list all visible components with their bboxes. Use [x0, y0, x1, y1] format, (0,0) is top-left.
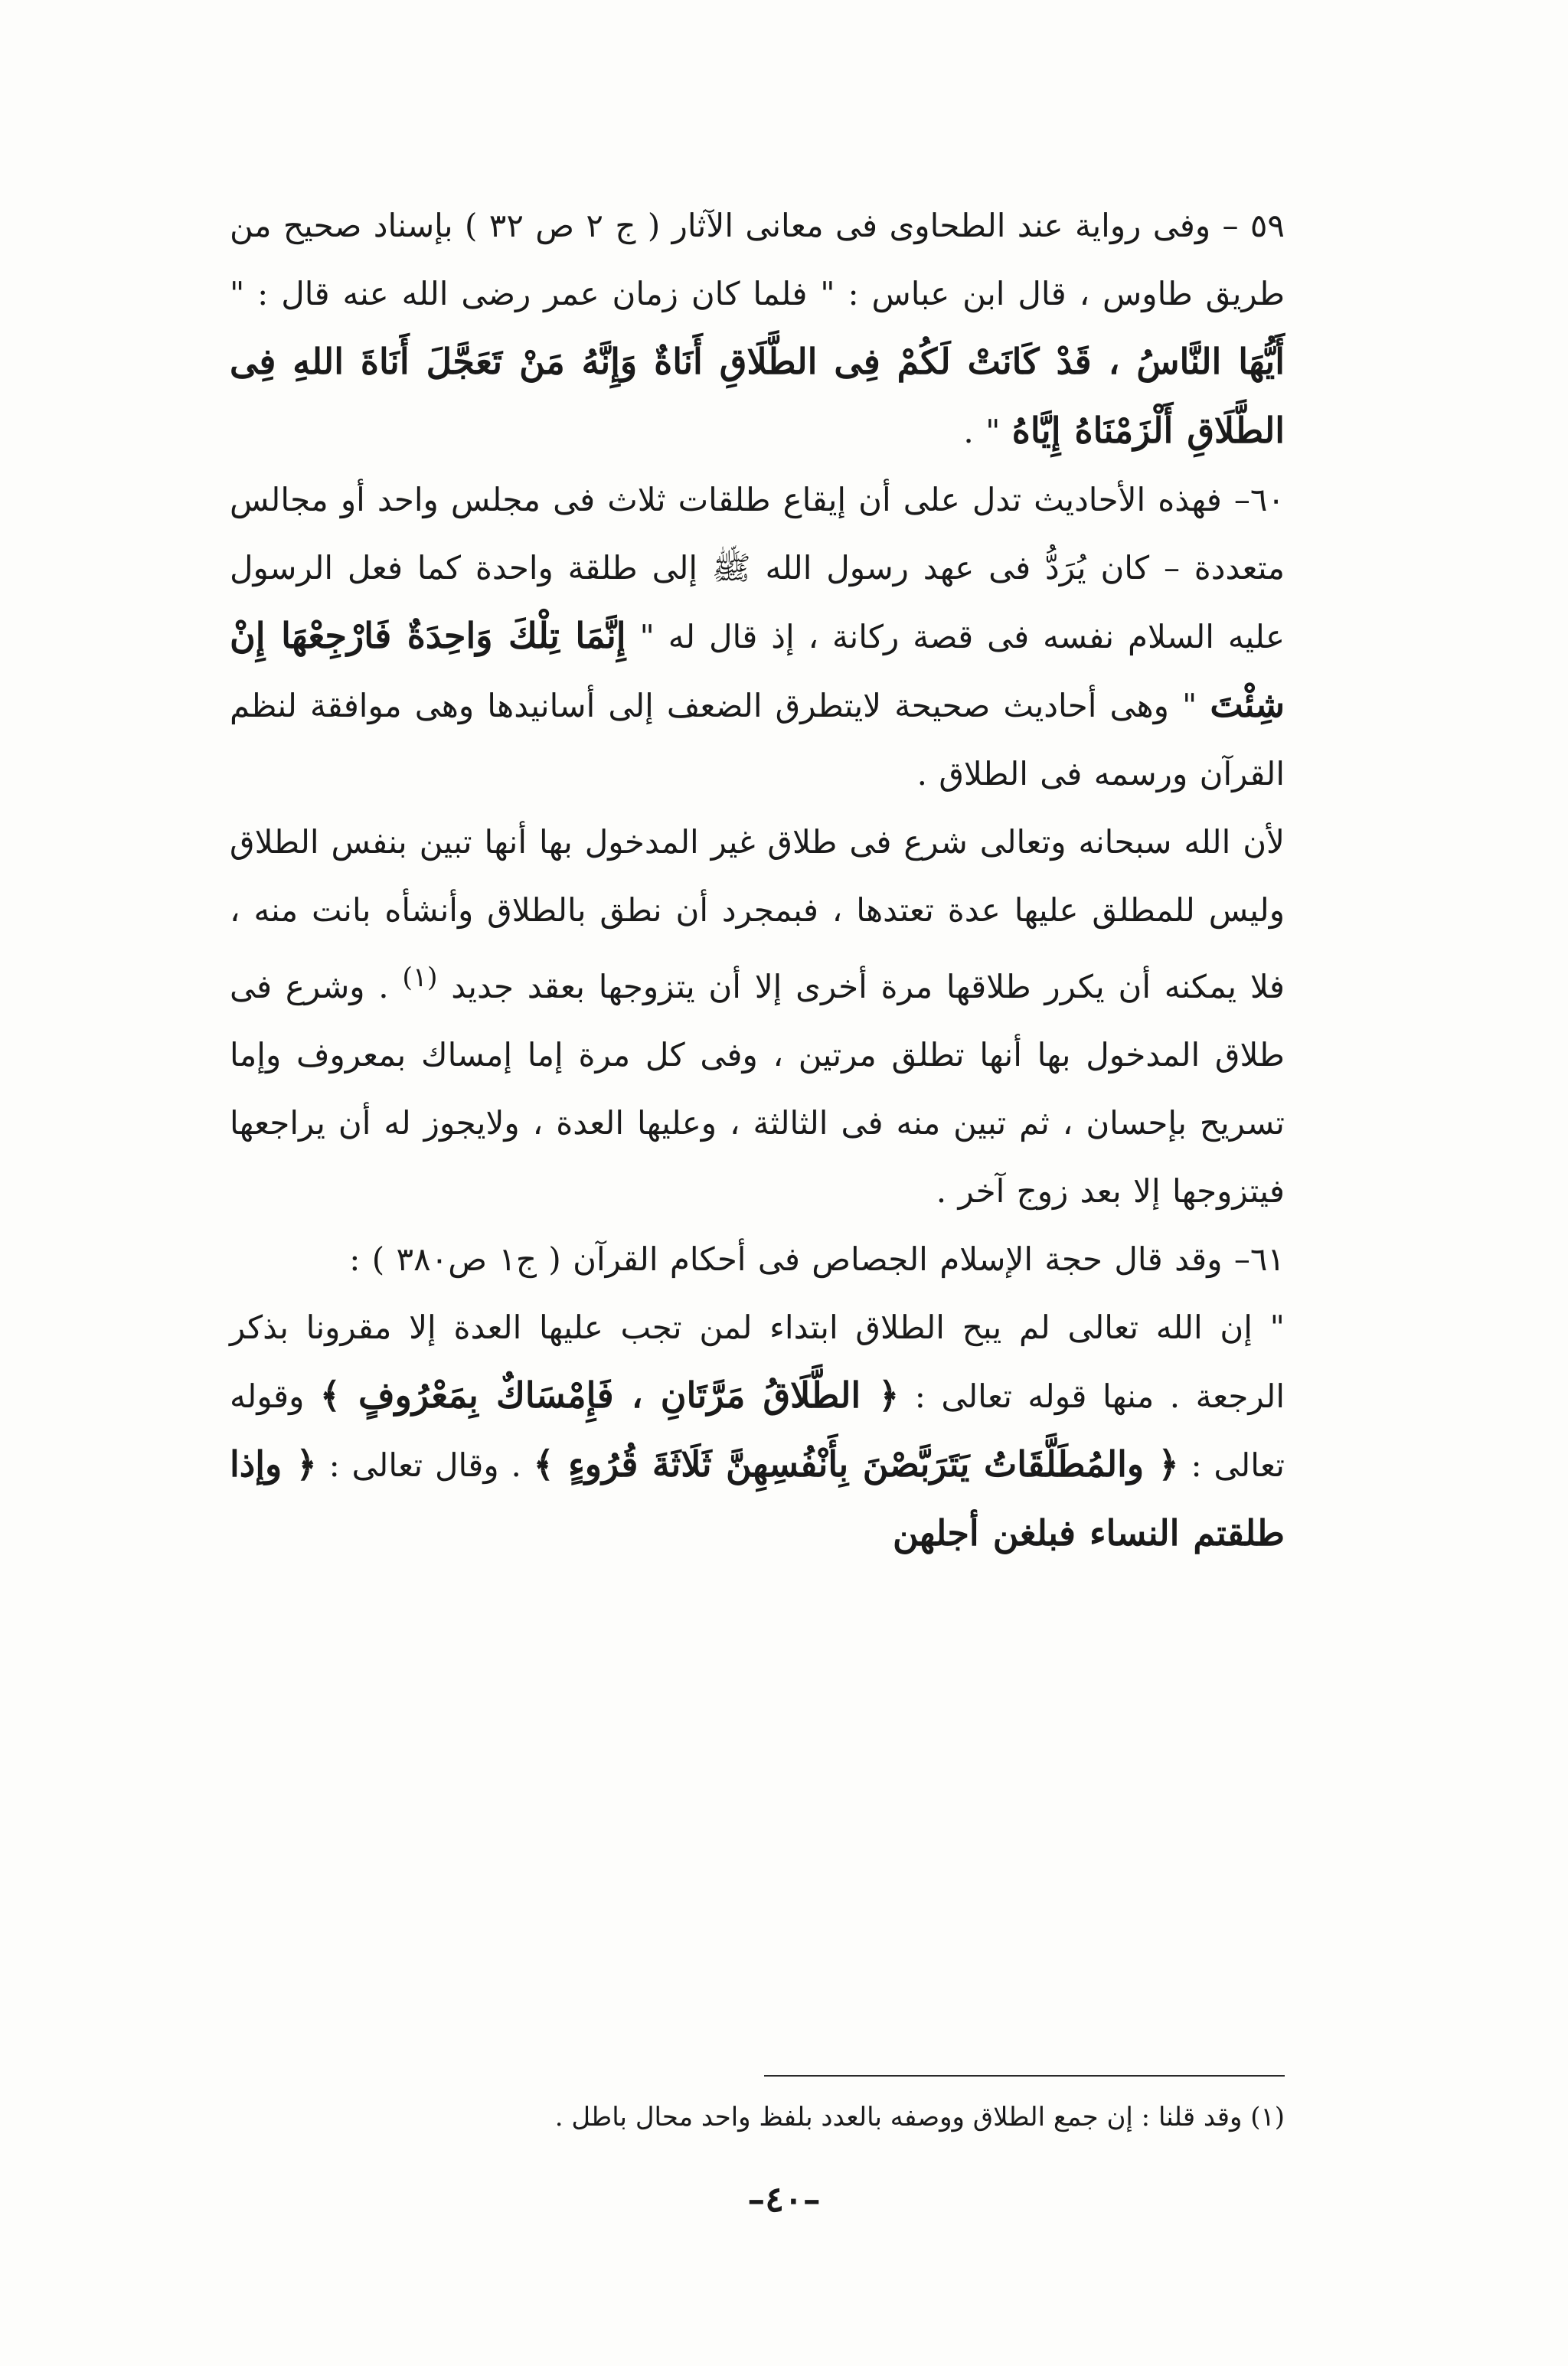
paragraph-text: فهذه الأحاديث تدل على أن إيقاع طلقات ثلاث فى مجلس واحد أو مجالس متعددة – كان يُرَدُّ فى عهد رسول الله ﷺ إلى طلقة واحدة كما فعل الرسول عليه السلام نفسه فى قصة ركانة ، إذ قال له " — [230, 481, 1285, 655]
paragraph-text: . وشرع فى طلاق المدخول بها أنها تطلق مرتين ، وفى كل مرة إما إمساك بمعروف وإما تسريح بإحسان ، ثم تبين منه فى الثالثة ، وعليها العدة ، ولايجوز له أن يراجعها فيتزوجها إلا بعد زوج آخر . — [230, 968, 1285, 1210]
paragraph-text: " إن الله تعالى لم يبح الطلاق ابتداء لمن تجب عليها العدة إلا مقرونا بذكر الرجعة . منها قوله تعالى : — [230, 1309, 1285, 1415]
paragraph-text: " . — [963, 413, 1001, 450]
paragraph-59 — [230, 191, 1285, 466]
paragraph-number: ٥٩ – — [1222, 207, 1285, 244]
page-number: –٤٠– — [747, 2178, 821, 2220]
paragraph-text: " وهى أحاديث صحيحة لايتطرق الضعف إلى أسانيدها وهى موافقة لنظم القرآن ورسمه فى الطلاق . — [230, 687, 1285, 792]
paragraph-number: ٦١– — [1233, 1240, 1285, 1278]
paragraph-text: وفى رواية عند الطحاوى فى معانى الآثار ( ج ٢ ص ٣٢ ) بإسناد صحيح من طريق طاوس ، قال ابن عباس : " فلما كان زمان عمر رضى الله عنه قال : " — [230, 207, 1285, 312]
quran-verse: ﴿ وإذا طلقتم النساء فبلغن أجلهن — [230, 1443, 1285, 1554]
paragraph-number: ٦٠– — [1233, 481, 1285, 518]
paragraph-60-continued — [230, 808, 1285, 1225]
quran-verse: ﴿ الطَّلَاقُ مَرَّتَانِ ، فَإِمْسَاكٌ بِمَعْرُوفٍ ﴾ — [319, 1374, 900, 1416]
footnote-text: (١) وقد قلنا : إن جمع الطلاق ووصفه بالعدد بلفظ واحد محال باطل . — [554, 2102, 1285, 2132]
quoted-hadith: إِنَّمَا تِلْكَ وَاحِدَةٌ فَارْجِعْهَا إِنْ شِئْتَ — [230, 615, 1285, 725]
footnote-divider — [764, 2075, 1285, 2077]
paragraph-61 — [230, 1225, 1285, 1293]
paragraph-text: لأن الله سبحانه وتعالى شرع فى طلاق غير المدخول بها أنها تبين بنفس الطلاق وليس للمطلق عليها عدة تعتدها ، فبمجرد أن نطق بالطلاق وأنشأه بانت منه ، فلا يمكنه أن يكرر طلاقها مرة أخرى إلا أن يتزوجها بعقد جديد — [230, 823, 1285, 1005]
footnote-reference: (١) — [402, 962, 438, 993]
main-text — [230, 191, 1285, 1568]
paragraph-text: وقد قال حجة الإسلام الجصاص فى أحكام القرآن ( ج١ ص٣٨٠ ) : — [349, 1240, 1223, 1278]
quoted-hadith: أَيُّهَا النَّاسُ ، قَدْ كَانَتْ لَكُمْ فِى الطَّلَاقِ أَنَاةٌ وَإِنَّهُ مَنْ تَعَجَّلَ أَنَاةَ اللهِ فِى الطَّلَاقِ أَلْزَمْنَاهُ إِيَّاهُ — [230, 341, 1285, 451]
paragraph-60 — [230, 466, 1285, 808]
quran-verse: ﴿ والمُطَلَّقَاتُ يَتَرَبَّصْنَ بِأَنْفُسِهِنَّ ثَلَاثَةَ قُرُوءٍ ﴾ — [533, 1443, 1179, 1485]
paragraph-text: وقوله تعالى : — [230, 1377, 1285, 1484]
paragraph-61-quote — [230, 1293, 1285, 1568]
footnote — [230, 2094, 1285, 2140]
paragraph-text: . وقال تعالى : — [328, 1446, 521, 1484]
